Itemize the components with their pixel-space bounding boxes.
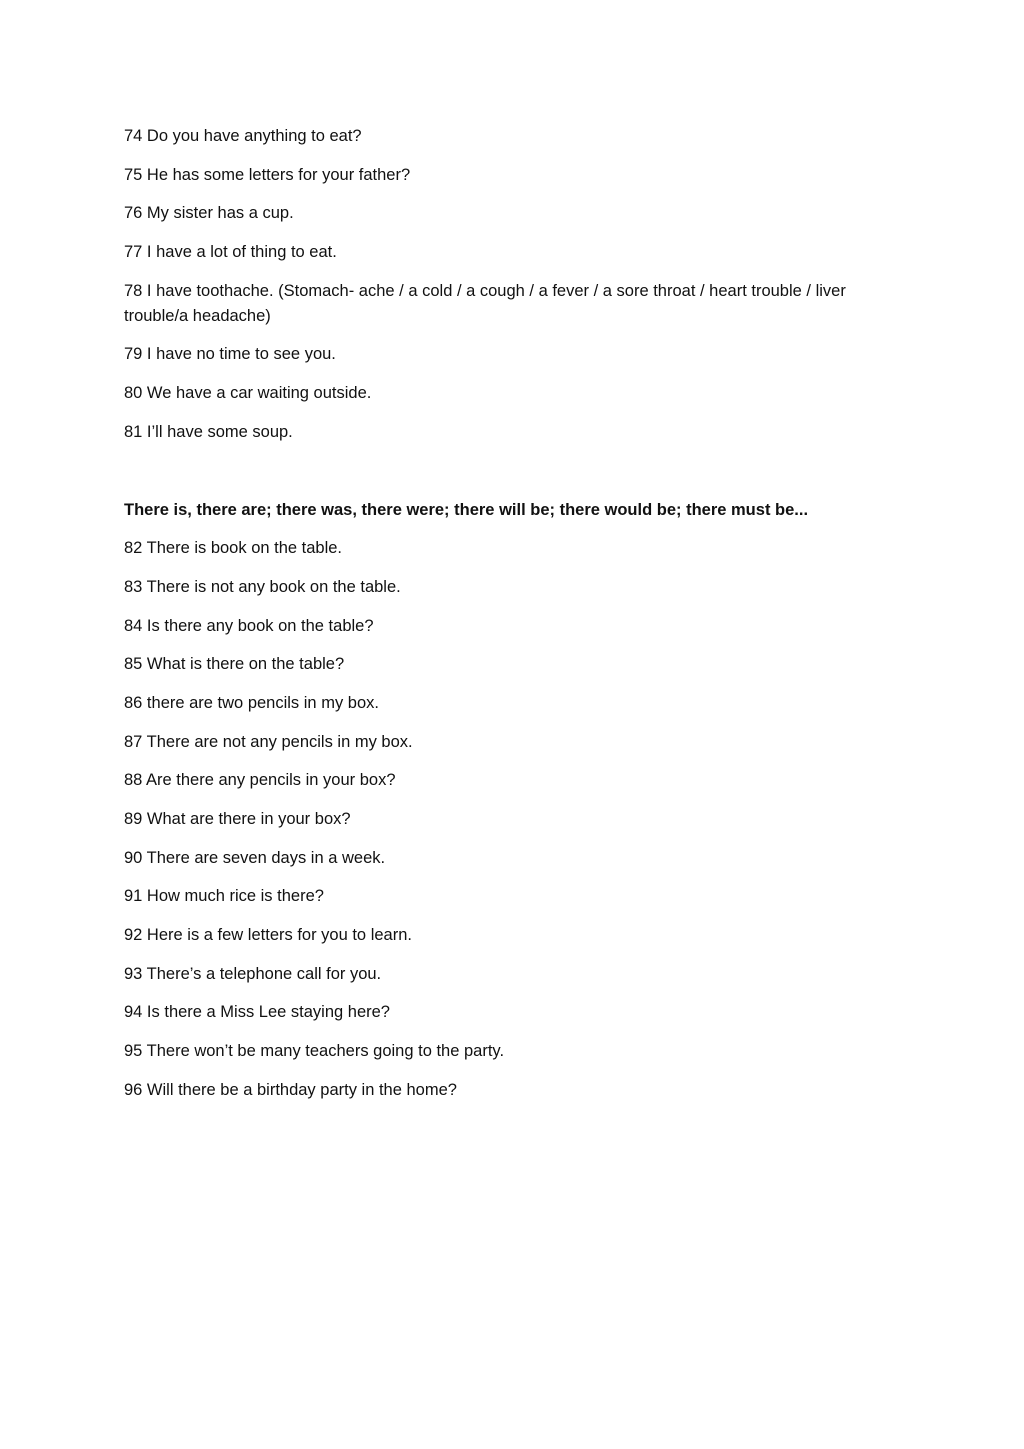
sentence-79: 79 I have no time to see you. bbox=[124, 345, 336, 364]
sentence-74: 74 Do you have anything to eat? bbox=[124, 127, 362, 145]
sentence-76: 76 My sister has a cup. bbox=[124, 204, 294, 223]
sentence-80: 80 We have a car waiting outside. bbox=[124, 384, 372, 403]
sentence-87: 87 There are not any pencils in my box. bbox=[124, 732, 413, 751]
sentence-84: 84 Is there any book on the table? bbox=[124, 616, 374, 635]
sentence-82: 82 There is book on the table. bbox=[124, 539, 343, 558]
sentence-93: 93 There’s a telephone call for you. bbox=[124, 964, 382, 983]
sentence-75: 75 He has some letters for your father? bbox=[124, 165, 411, 184]
sentence-96: 96 Will there be a birthday party in the home? bbox=[124, 1080, 457, 1099]
sentence-94: 94 Is there a Miss Lee staying here? bbox=[124, 1003, 390, 1022]
sentence-92: 92 Here is a few letters for you to learn. bbox=[124, 926, 412, 945]
sentence-95: 95 There won’t be many teachers going to the party. bbox=[124, 1042, 505, 1061]
section-gap bbox=[124, 459, 904, 498]
sentence-90: 90 There are seven days in a week. bbox=[124, 848, 386, 867]
sentence-83: 83 There is not any book on the table. bbox=[124, 577, 401, 596]
sentence-77: 77 I have a lot of thing to eat. bbox=[124, 243, 337, 262]
sentence-78: 78 I have toothache. (Stomach- ache / a cold / a cough / a fever / a sore throat / heart trouble / liver trouble/a headache) bbox=[124, 281, 846, 325]
sentence-85: 85 What is there on the table? bbox=[124, 655, 345, 674]
document-content bbox=[124, 124, 904, 1117]
sentence-89: 89 What are there in your box? bbox=[124, 810, 351, 828]
sentence-86: 86 there are two pencils in my box. bbox=[124, 693, 379, 712]
sentence-81: 81 I’ll have some soup. bbox=[124, 422, 293, 441]
sentence-88: 88 Are there any pencils in your box? bbox=[124, 771, 396, 790]
section-heading: There is, there are; there was, there were; there will be; there would be; there must be... bbox=[124, 500, 809, 519]
sentence-91: 91 How much rice is there? bbox=[124, 887, 324, 906]
